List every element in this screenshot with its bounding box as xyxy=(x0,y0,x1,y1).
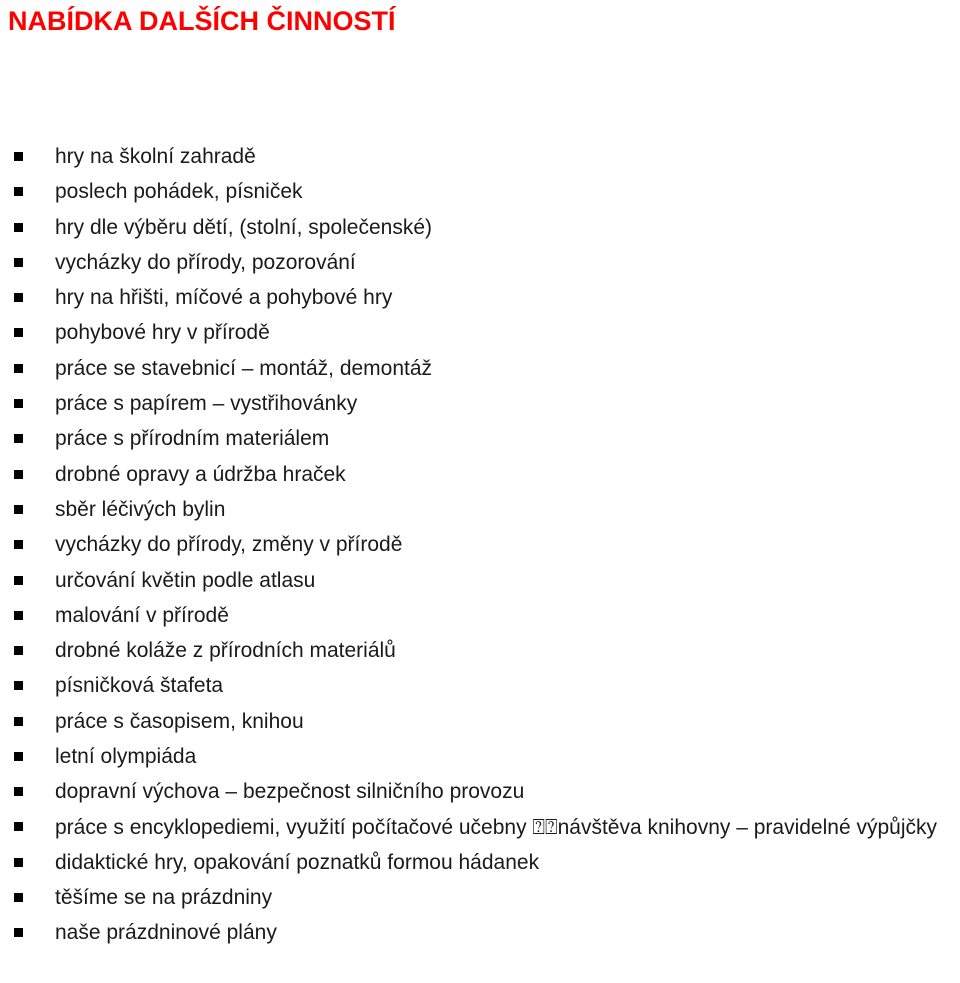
list-item xyxy=(0,457,960,492)
square-bullet-icon xyxy=(14,717,23,726)
list-item xyxy=(0,315,960,350)
list-item xyxy=(0,774,960,809)
list-item xyxy=(0,880,960,915)
list-item xyxy=(0,139,960,174)
list-item xyxy=(0,915,960,950)
square-bullet-icon xyxy=(14,576,23,585)
square-bullet-icon xyxy=(14,787,23,796)
list-item xyxy=(0,386,960,421)
list-item xyxy=(0,421,960,456)
square-bullet-icon xyxy=(14,399,23,408)
list-item xyxy=(0,245,960,280)
list-item-text: drobné opravy a údržba hraček xyxy=(55,462,346,486)
list-item-text: hry dle výběru dětí, (stolní, společenské) xyxy=(55,215,433,239)
list-item xyxy=(0,845,960,880)
list-item xyxy=(0,668,960,703)
square-bullet-icon xyxy=(14,928,23,937)
list-item xyxy=(0,492,960,527)
list-item-text: hry na školní zahradě xyxy=(55,145,256,168)
list-item-text: sběr léčivých bylin xyxy=(55,497,226,521)
list-item-text: práce s přírodním materiálem xyxy=(55,427,330,451)
square-bullet-icon xyxy=(14,328,23,337)
list-item-text: dopravní výchova – bezpečnost silničního provozu xyxy=(55,780,525,804)
page-title: NABÍDKA DALŠÍCH ČINNOSTÍ xyxy=(8,6,396,36)
square-bullet-icon xyxy=(14,505,23,514)
square-bullet-icon xyxy=(14,822,23,831)
square-bullet-icon xyxy=(14,364,23,373)
list-item-text: didaktické hry, opakování poznatků formou hádanek xyxy=(55,850,540,874)
square-bullet-icon xyxy=(14,152,23,161)
square-bullet-icon xyxy=(14,223,23,232)
list-item-text: vycházky do přírody, pozorování xyxy=(55,250,356,274)
square-bullet-icon xyxy=(14,470,23,479)
square-bullet-icon xyxy=(14,258,23,267)
list-item-text: hry na hřišti, míčové a pohybové hry xyxy=(55,286,393,310)
square-bullet-icon xyxy=(14,611,23,620)
activity-list xyxy=(0,139,960,951)
list-item-text: malování v přírodě xyxy=(55,603,229,627)
list-item-text: naše prázdninové plány xyxy=(55,921,277,945)
list-item-text: letní olympiáda xyxy=(55,745,197,769)
square-bullet-icon xyxy=(14,540,23,549)
list-item-text: pohybové hry v přírodě xyxy=(55,321,270,345)
square-bullet-icon xyxy=(14,681,23,690)
square-bullet-icon xyxy=(14,893,23,902)
list-item xyxy=(0,563,960,598)
list-item-text: těšíme se na prázdniny xyxy=(55,885,273,909)
list-item xyxy=(0,739,960,774)
square-bullet-icon xyxy=(14,293,23,302)
list-item-text: práce se stavebnicí – montáž, demontáž xyxy=(55,356,433,380)
list-item-text: práce s časopisem, knihou xyxy=(55,709,304,733)
list-item-text: určování květin podle atlasu xyxy=(55,568,316,592)
square-bullet-icon xyxy=(14,752,23,761)
list-item xyxy=(0,210,960,245)
list-item xyxy=(0,704,960,739)
list-item xyxy=(0,351,960,386)
list-item xyxy=(0,280,960,315)
square-bullet-icon xyxy=(14,187,23,196)
list-item xyxy=(0,633,960,668)
list-item-text: vycházky do přírody, změny v přírodě xyxy=(55,533,403,557)
list-item-text: práce s papírem – vystřihovánky xyxy=(55,392,358,416)
list-item xyxy=(0,598,960,633)
square-bullet-icon xyxy=(14,434,23,443)
list-item-text: práce s encyklopediemi, využití počítačové učebny ⍰⍰návštěva knihovny – pravidelné výpůjčky xyxy=(55,815,937,839)
list-item-text: písničková štafeta xyxy=(55,674,224,698)
list-item xyxy=(0,810,960,845)
list-item-text: poslech pohádek, písniček xyxy=(55,180,303,204)
square-bullet-icon xyxy=(14,646,23,655)
list-item xyxy=(0,174,960,209)
list-item-text: drobné koláže z přírodních materiálů xyxy=(55,639,396,663)
square-bullet-icon xyxy=(14,858,23,867)
list-item xyxy=(0,527,960,562)
